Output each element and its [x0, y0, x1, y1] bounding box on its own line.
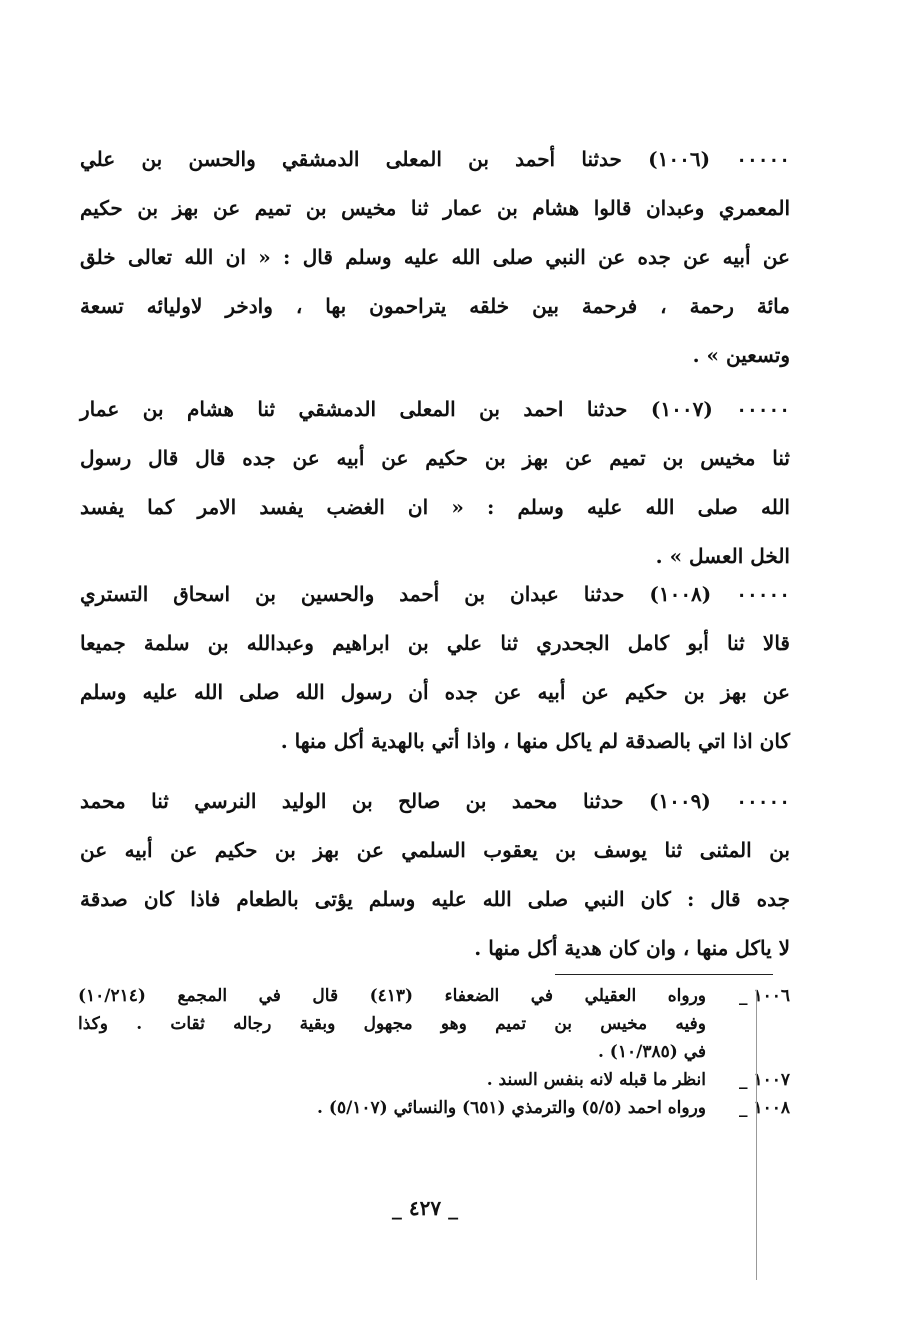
- footnote-text: [78, 1094, 706, 1122]
- text-line: ٠٠٠٠٠ (١٠٠٧) حدثنا احمد بن المعلى الدمشقي ثنا هشام بن عمار: [80, 397, 790, 421]
- footnote-number: ١٠٠٦ _: [739, 986, 790, 1006]
- scan-margin-line: [756, 990, 757, 1280]
- text-line: كان اذا اتي بالصدقة لم ياكل منها ، واذا أتي بالهدية أكل منها .: [280, 729, 790, 753]
- hadith-1009: [80, 777, 790, 973]
- footnote-line: انظر ما قبله لانه بنفس السند .: [486, 1070, 706, 1090]
- text-line: جده قال : كان النبي صلى الله عليه وسلم يؤتى بالطعام فاذا كان صدقة: [80, 887, 790, 911]
- text-line: ٠٠٠٠٠ (١٠٠٦) حدثنا أحمد بن المعلى الدمشقي والحسن بن علي: [80, 147, 790, 171]
- hadith-1007: [80, 385, 790, 581]
- hadith-1006: [80, 135, 790, 380]
- footnote-1008: [78, 1094, 790, 1122]
- text-line: ٠٠٠٠٠ (١٠٠٨) حدثنا عبدان بن أحمد والحسين بن اسحاق التستري: [80, 582, 790, 606]
- text-line: الله صلى الله عليه وسلم : « ان الغضب يفسد الامر كما يفسد: [80, 495, 790, 519]
- text-line: الخل العسل » .: [655, 544, 790, 568]
- footnote-text: [78, 982, 706, 1066]
- text-line: عن بهز بن حكيم عن أبيه عن جده أن رسول الله صلى الله عليه وسلم: [80, 680, 790, 704]
- text-line: ثنا مخيس بن تميم عن بهز بن حكيم عن أبيه عن جده قال قال رسول: [80, 446, 790, 470]
- footnotes: [78, 982, 790, 1122]
- footnote-divider: [555, 974, 773, 975]
- footnote-line: ورواه العقيلي في الضعفاء (٤١٣) قال في المجمع (١٠/٢١٤): [78, 986, 706, 1006]
- hadith-1008: [80, 570, 790, 766]
- text-line: عن أبيه عن جده عن النبي صلى الله عليه وسلم قال : « ان الله تعالى خلق: [80, 245, 790, 269]
- text-line: لا ياكل منها ، وان كان هدية أكل منها .: [474, 936, 790, 960]
- footnote-line: وفيه مخيس بن تميم وهو مجهول وبقية رجاله ثقات . وكذا: [78, 1014, 706, 1034]
- text-line: المعمري وعبدان قالوا هشام بن عمار ثنا مخيس بن تميم عن بهز بن حكيم: [80, 196, 790, 220]
- text-line: مائة رحمة ، فرحمة بين خلقه يتراحمون بها ، وادخر لاوليائه تسعة: [80, 294, 790, 318]
- footnote-1006: [78, 982, 790, 1066]
- footnote-text: [78, 1066, 706, 1094]
- page-number: _ ٤٢٧ _: [391, 1196, 459, 1220]
- text-line: قالا ثنا أبو كامل الجحدري ثنا علي بن ابراهيم وعبدالله بن سلمة جميعا: [80, 631, 790, 655]
- footnote-number: ١٠٠٧ _: [739, 1070, 790, 1090]
- text-line: ٠٠٠٠٠ (١٠٠٩) حدثنا محمد بن صالح بن الوليد النرسي ثنا محمد: [80, 789, 790, 813]
- footnote-line: ورواه احمد (٥/٥) والترمذي (٦٥١) والنسائي (٥/١٠٧) .: [317, 1098, 706, 1118]
- text-line: وتسعين » .: [692, 343, 790, 367]
- footnote-1007: [78, 1066, 790, 1094]
- text-line: بن المثنى ثنا يوسف بن يعقوب السلمي عن بهز بن حكيم عن أبيه عن: [80, 838, 790, 862]
- footnote-line: في (١٠/٣٨٥) .: [597, 1042, 706, 1062]
- footnote-number: ١٠٠٨ _: [739, 1098, 790, 1118]
